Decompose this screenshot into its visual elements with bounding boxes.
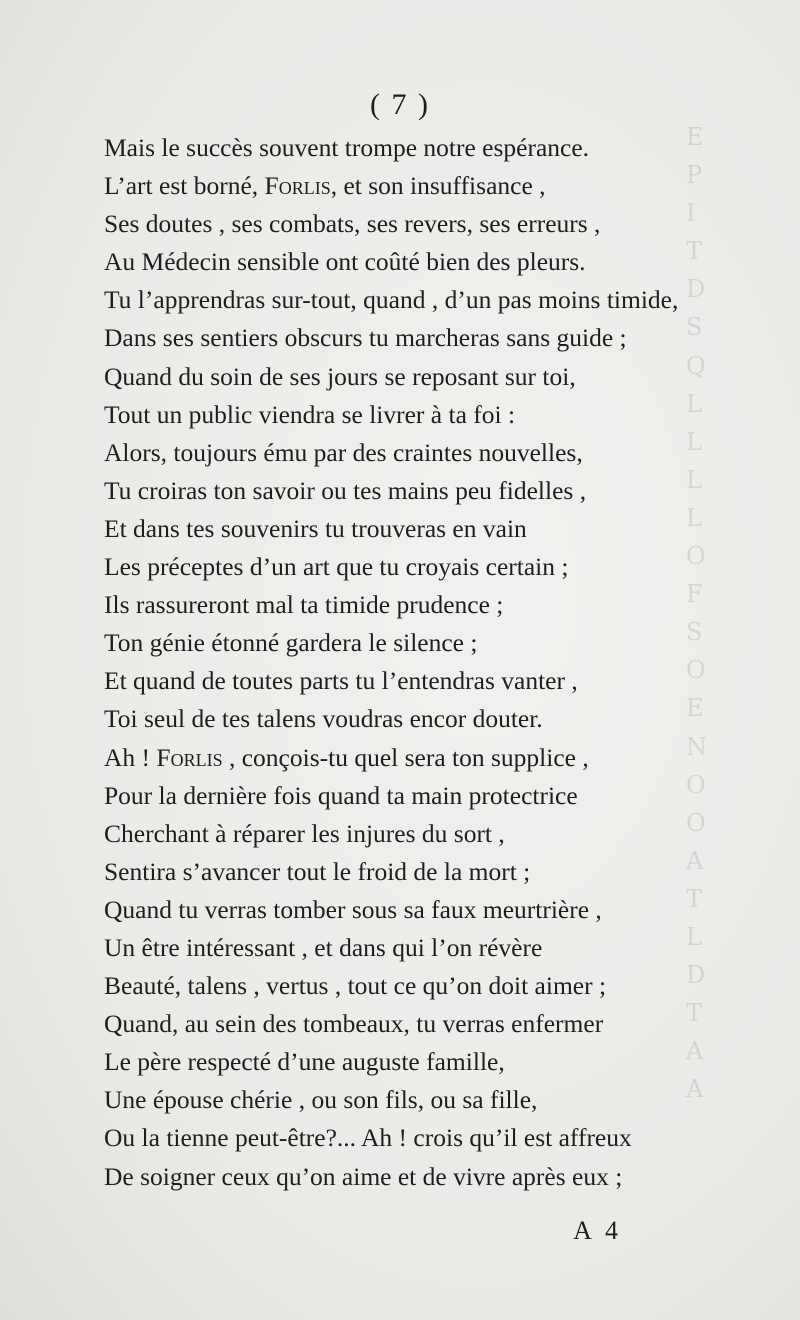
verse-line: Quand tu verras tomber sous sa faux meurtrière ,: [104, 894, 602, 924]
verse-line: Ton génie étonné gardera le silence ;: [104, 628, 478, 658]
verse-line: Tu croiras ton savoir ou tes mains peu fidelles ,: [104, 475, 587, 505]
verse-line: Tout un public viendra se livrer à ta foi :: [104, 399, 516, 429]
verse-line: Dans ses sentiers obscurs tu marcheras sans guide ;: [104, 323, 627, 353]
verse-line: Ils rassureront mal ta timide prudence ;: [104, 590, 504, 620]
verse-line: Au Médecin sensible ont coûté bien des pleurs.: [104, 247, 586, 277]
signature-mark: A 4: [573, 1216, 622, 1245]
verse-line: Tu l’apprendras sur-tout, quand , d’un pas moins timide,: [104, 285, 679, 315]
verse-line: Et quand de toutes parts tu l’entendras vanter ,: [104, 666, 578, 696]
page-number: ( 7 ): [370, 88, 430, 121]
verse-line: Quand du soin de ses jours se reposant sur toi,: [104, 361, 576, 391]
verse-line: Le père respecté d’une auguste famille,: [104, 1047, 505, 1077]
verse-line: De soigner ceux qu’on aime et de vivre après eux ;: [104, 1161, 623, 1191]
verse-text: Ah !: [104, 742, 157, 772]
verse-line: Beauté, talens , vertus , tout ce qu’on doit aimer ;: [104, 971, 607, 1001]
verse-line: Les préceptes d’un art que tu croyais certain ;: [104, 552, 569, 582]
verse-line: Sentira s’avancer tout le froid de la mort ;: [104, 856, 531, 886]
name-forlis: Forlis: [156, 742, 223, 772]
verse-line: Pour la dernière fois quand ta main protectrice: [104, 780, 578, 810]
verse-text: , conçois-tu quel sera ton supplice ,: [222, 742, 589, 772]
verse-line: Un être intéressant , et dans qui l’on révère: [104, 932, 543, 962]
verse-line: Ses doutes , ses combats, ses revers, ses erreurs ,: [104, 209, 601, 239]
bleed-through-text: E P I T D S Q L L L L O F S O E N O O A T L D T A A: [686, 123, 707, 1104]
verse-line: [104, 167, 784, 205]
verse-line: Ou la tienne peut-être?... Ah ! crois qu’il est affreux: [104, 1123, 632, 1153]
verse-line: Quand, au sein des tombeaux, tu verras enfermer: [104, 1009, 604, 1039]
verse-text: , et son insuffisance ,: [330, 171, 546, 201]
verse-line: [104, 739, 784, 777]
verse-line: Une épouse chérie , ou son fils, ou sa fille,: [104, 1085, 538, 1115]
verse-line: Cherchant à réparer les injures du sort ,: [104, 818, 505, 848]
poem-verses: [104, 129, 784, 1196]
verse-line: Alors, toujours ému par des craintes nouvelles,: [104, 437, 583, 467]
name-forlis: Forlis: [264, 171, 331, 201]
verse-line: Mais le succès souvent trompe notre espérance.: [104, 133, 590, 162]
verse-line: Et dans tes souvenirs tu trouveras en vain: [104, 513, 527, 543]
verse-line: Toi seul de tes talens voudras encor douter.: [104, 704, 543, 734]
verse-text: L’art est borné,: [104, 171, 265, 201]
